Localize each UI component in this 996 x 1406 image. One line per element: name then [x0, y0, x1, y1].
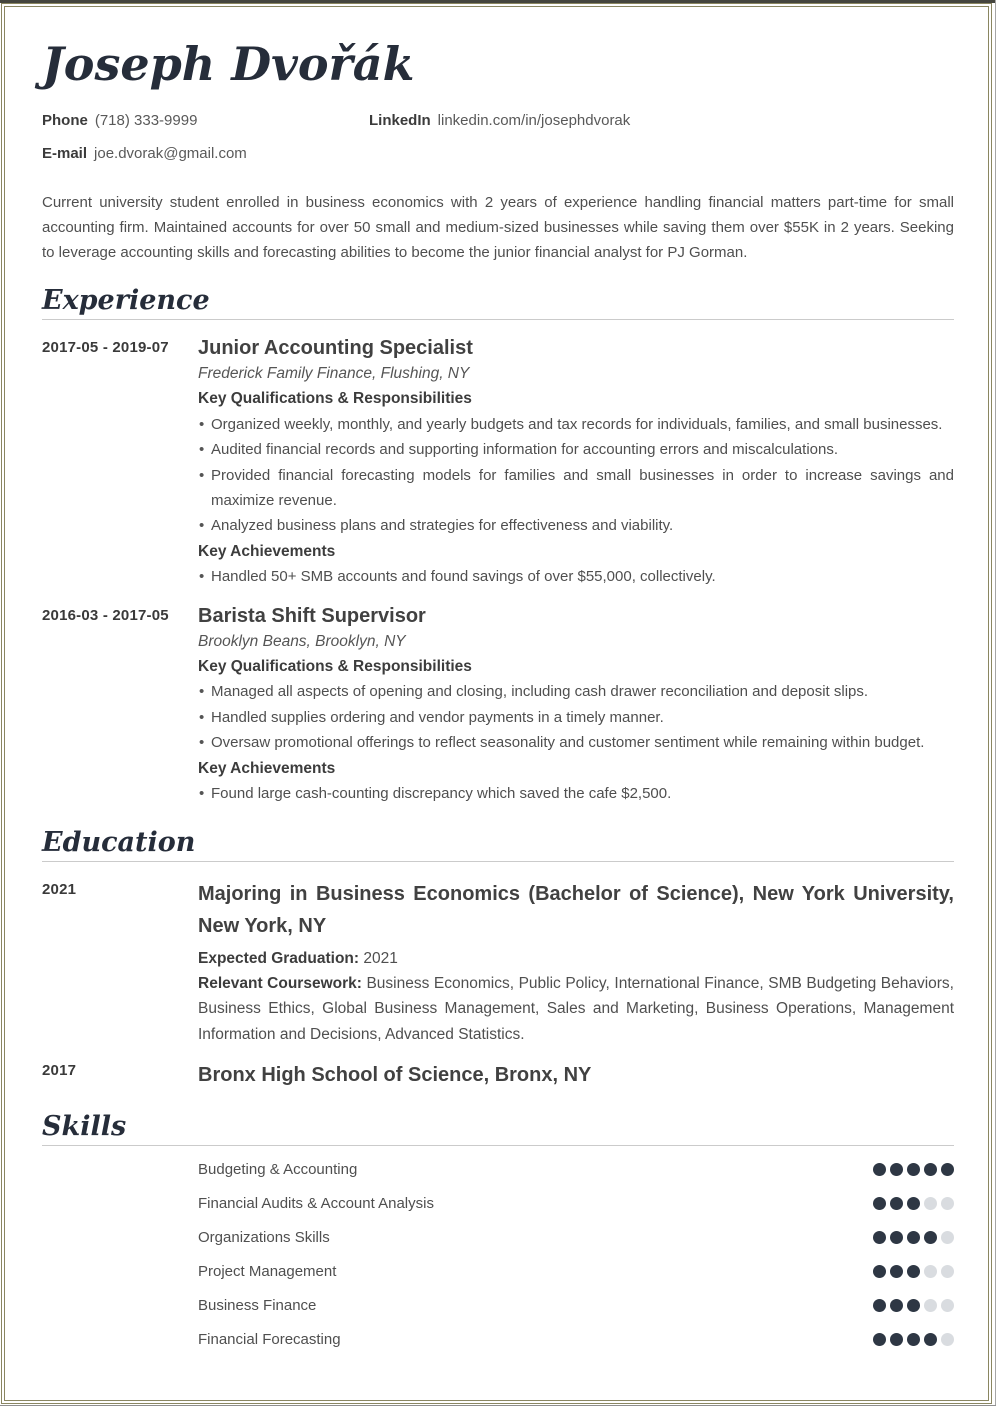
job-body	[198, 336, 954, 590]
bullet-icon: •	[199, 683, 205, 701]
section-education	[42, 826, 954, 1092]
list-item-text: Handled supplies ordering and vendor payments in a timely manner.	[211, 708, 664, 726]
education-entry	[42, 878, 954, 1048]
skill-rating	[873, 1333, 954, 1346]
list-item-text: Audited financial records and supporting information for accounting errors and miscalculations.	[211, 441, 839, 459]
bullet-icon: •	[199, 568, 205, 586]
job-company: Brooklyn Beans, Brooklyn, NY	[198, 632, 406, 650]
skill-rating	[873, 1231, 954, 1244]
list-item-text: Organized weekly, monthly, and yearly budgets and tax records for individuals, families, and small businesses.	[211, 415, 943, 433]
rating-dot-empty	[941, 1333, 954, 1346]
education-body	[198, 1059, 954, 1091]
list-item	[198, 679, 954, 704]
phone-value: (718) 333-9999	[94, 112, 198, 129]
rating-dot-filled	[924, 1231, 937, 1244]
education-entry	[42, 1059, 954, 1091]
rating-dot-empty	[924, 1197, 937, 1210]
rating-dot-filled	[890, 1163, 903, 1176]
skill-name: Project Management	[198, 1262, 337, 1280]
phone-label: Phone	[42, 112, 88, 129]
education-detail	[198, 971, 954, 1047]
rating-dot-filled	[907, 1265, 920, 1278]
job-title: Junior Accounting Specialist	[198, 337, 473, 359]
resume-content	[42, 0, 954, 1356]
list-item-text: Managed all aspects of opening and closing, including cash drawer reconciliation and deposit slips.	[211, 683, 869, 701]
list-item	[198, 564, 954, 589]
rating-dot-filled	[873, 1299, 886, 1312]
linkedin-value: linkedin.com/in/josephdvorak	[437, 112, 631, 129]
skill-name: Financial Audits & Account Analysis	[198, 1194, 434, 1212]
detail-value: 2021	[363, 949, 398, 967]
rating-dot-filled	[924, 1333, 937, 1346]
detail-label: Relevant Coursework:	[198, 974, 362, 992]
section-divider	[42, 861, 954, 862]
bullet-icon: •	[199, 708, 205, 726]
detail-label: Expected Graduation:	[198, 949, 360, 967]
list-item-text: Handled 50+ SMB accounts and found savings of over $55,000, collectively.	[211, 568, 716, 586]
linkedin-label: LinkedIn	[369, 112, 431, 129]
skill-row	[42, 1254, 954, 1288]
experience-entry	[42, 604, 954, 807]
screenshot-top-edge	[0, 0, 996, 3]
detail-value: Business Economics, Public Policy, International Finance, SMB Budgeting Behaviors, Business Ethics, Global Business Management, Sales and Marketing, Business Operations, Management Information and Decisions, Advanced Statistics.	[198, 974, 954, 1043]
candidate-name: Joseph Dvořák	[42, 37, 415, 91]
skill-row	[42, 1288, 954, 1322]
list-item	[198, 513, 954, 538]
bullet-icon: •	[199, 517, 205, 535]
list-item-text: Oversaw promotional offerings to reflect seasonality and customer sentiment while remaining within budget.	[211, 734, 925, 752]
section-divider	[42, 319, 954, 320]
skill-row	[42, 1152, 954, 1186]
section-skills	[42, 1113, 954, 1356]
professional-summary: Current university student enrolled in business economics with 2 years of experience handling financial matters part-time for small accounting firm. Maintained accounts for over 50 small and medium-sized businesses while saving them over $55K in 2 years. Seeking to leverage accounting skills and forecasting abilities to become the junior financial analyst for PJ Gorman.	[42, 194, 954, 261]
job-body	[198, 604, 954, 807]
contact-email	[42, 143, 369, 164]
list-item	[198, 730, 954, 755]
education-year: 2021	[42, 880, 77, 898]
rating-dot-filled	[907, 1197, 920, 1210]
rating-dot-empty	[924, 1265, 937, 1278]
list-item-text: Found large cash-counting discrepancy which saved the cafe $2,500.	[211, 785, 672, 803]
qualifications-heading: Key Qualifications & Responsibilities	[198, 658, 472, 676]
skill-row	[42, 1220, 954, 1254]
achievements-heading: Key Achievements	[198, 759, 336, 777]
skill-name: Organizations Skills	[198, 1228, 330, 1246]
rating-dot-filled	[890, 1265, 903, 1278]
rating-dot-empty	[941, 1299, 954, 1312]
skill-rating	[873, 1265, 954, 1278]
rating-dot-empty	[941, 1197, 954, 1210]
rating-dot-filled	[873, 1333, 886, 1346]
rating-dot-empty	[924, 1299, 937, 1312]
bullet-icon: •	[199, 785, 205, 803]
skill-rating	[873, 1197, 954, 1210]
list-item	[198, 437, 954, 462]
rating-dot-filled	[907, 1299, 920, 1312]
education-year: 2017	[42, 1062, 77, 1080]
education-body	[198, 878, 954, 1048]
rating-dot-filled	[873, 1231, 886, 1244]
experience-heading: Experience	[42, 285, 210, 316]
qualifications-heading: Key Qualifications & Responsibilities	[198, 390, 472, 408]
rating-dot-filled	[873, 1163, 886, 1176]
list-item	[198, 463, 954, 514]
rating-dot-filled	[907, 1163, 920, 1176]
contact-phone	[42, 110, 369, 131]
education-title: Bronx High School of Science, Bronx, NY	[198, 1064, 592, 1087]
rating-dot-filled	[890, 1231, 903, 1244]
rating-dot-filled	[941, 1163, 954, 1176]
rating-dot-filled	[873, 1265, 886, 1278]
bullet-icon: •	[199, 441, 205, 459]
rating-dot-filled	[873, 1197, 886, 1210]
job-dates: 2017-05 - 2019-07	[42, 339, 169, 356]
experience-entry	[42, 336, 954, 590]
rating-dot-filled	[924, 1163, 937, 1176]
skill-name: Business Finance	[198, 1296, 317, 1314]
skill-row	[42, 1186, 954, 1220]
list-item	[198, 705, 954, 730]
skill-row	[42, 1322, 954, 1356]
achievements-heading: Key Achievements	[198, 542, 336, 560]
contact-block	[42, 110, 954, 164]
rating-dot-filled	[907, 1231, 920, 1244]
education-detail	[198, 946, 954, 971]
education-details	[198, 946, 954, 1048]
bullet-icon: •	[199, 415, 205, 433]
rating-dot-filled	[890, 1197, 903, 1210]
rating-dot-filled	[890, 1299, 903, 1312]
education-heading: Education	[42, 826, 196, 858]
email-value: joe.dvorak@gmail.com	[94, 145, 247, 162]
skill-name: Budgeting & Accounting	[198, 1160, 358, 1178]
rating-dot-filled	[890, 1333, 903, 1346]
rating-dot-empty	[941, 1265, 954, 1278]
skills-heading: Skills	[42, 1111, 127, 1143]
bullet-icon: •	[199, 734, 205, 752]
job-dates: 2016-03 - 2017-05	[42, 606, 169, 624]
list-item	[198, 781, 954, 806]
skill-name: Financial Forecasting	[198, 1330, 341, 1348]
section-experience	[42, 287, 954, 807]
section-divider	[42, 1145, 954, 1146]
job-company: Frederick Family Finance, Flushing, NY	[198, 365, 470, 382]
email-label: E-mail	[42, 145, 88, 162]
education-title: Majoring in Business Economics (Bachelor of Science), New York University, New York, NY	[198, 882, 954, 937]
rating-dot-empty	[941, 1231, 954, 1244]
skill-rating	[873, 1163, 954, 1176]
bullet-icon: •	[199, 466, 205, 484]
rating-dot-filled	[907, 1333, 920, 1346]
job-title: Barista Shift Supervisor	[198, 604, 426, 627]
contact-linkedin	[369, 110, 954, 131]
list-item-text: Provided financial forecasting models for families and small businesses in order to increase savings and maximize revenue.	[211, 466, 954, 510]
list-item	[198, 412, 954, 437]
list-item-text: Analyzed business plans and strategies for effectiveness and viability.	[211, 517, 674, 535]
skill-rating	[873, 1299, 954, 1312]
